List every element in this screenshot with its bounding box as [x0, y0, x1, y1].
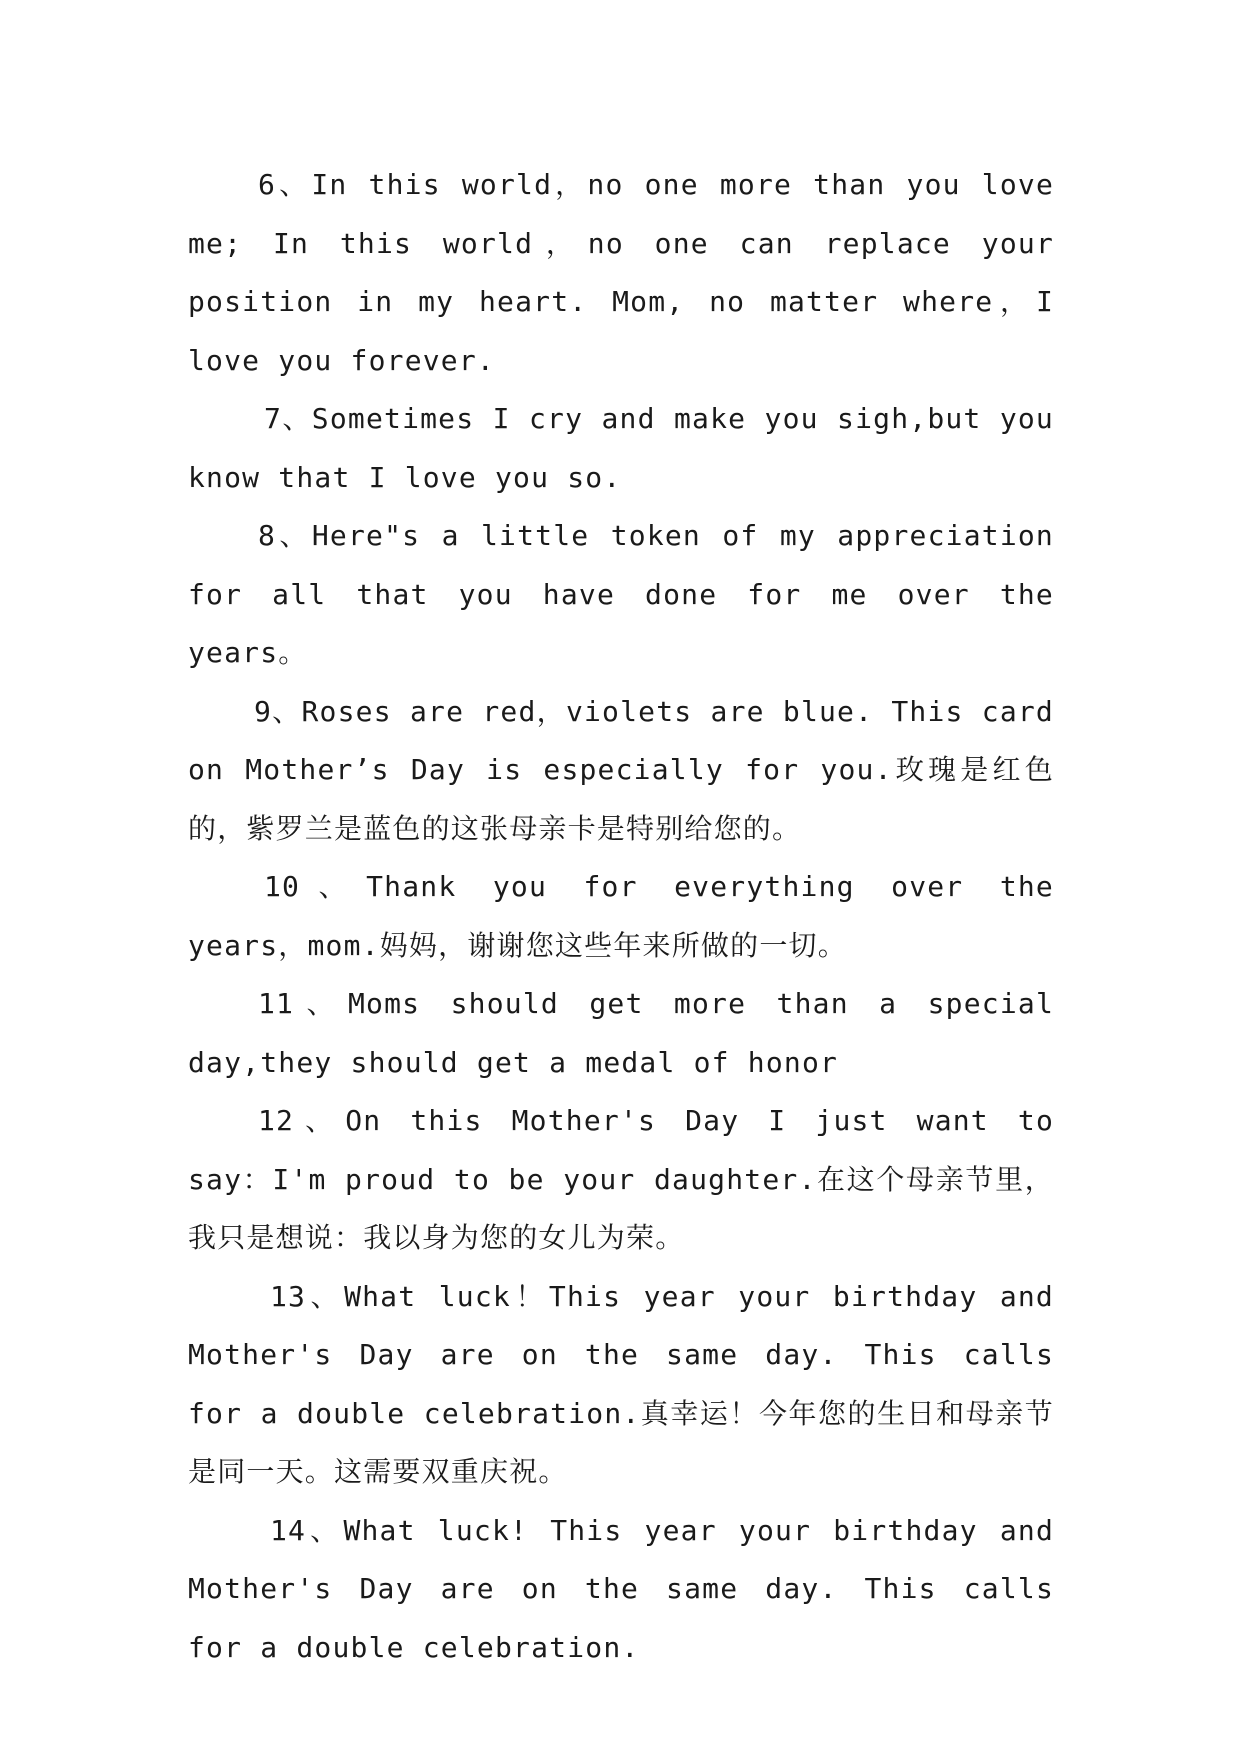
paragraph-10: 10、Thank you for everything over the years，mom.妈妈，谢谢您这些年来所做的一切。 [188, 870, 1054, 962]
paragraph-13: 13、What luck！This year your birthday and Mother's Day are on the same day. This calls for a double celebration.真幸运！今年您的生日和母亲节是同一天。这需要双重庆祝。 [188, 1279, 1054, 1488]
paragraph-8: 8、Here"s a little token of my appreciation for all that you have done for me over the years。 [188, 519, 1054, 669]
paragraph-6: 6、In this world，no one more than you love me; In this world，no one can replace your position in my heart. Mom, no matter where，I love you forever. [188, 168, 1054, 377]
paragraph-14: 14、What luck! This year your birthday and Mother's Day are on the same day. This calls for a double celebration. [188, 1513, 1054, 1664]
paragraph-11: 11、Moms should get more than a special day,they should get a medal of honor [188, 987, 1054, 1079]
paragraph-12: 12、On this Mother's Day I just want to say：I'm proud to be your daughter.在这个母亲节里，我只是想说：我以身为您的女儿为荣。 [188, 1104, 1054, 1254]
document-body [188, 156, 1054, 1677]
paragraph-7: 7、Sometimes I cry and make you sigh,but you know that I love you so. [188, 402, 1054, 494]
paragraph-9: 9、Roses are red，violets are blue. This card on Mother’s Day is especially for you.玫瑰是红色的，紫罗兰是蓝色的这张母亲卡是特别给您的。 [188, 694, 1054, 845]
